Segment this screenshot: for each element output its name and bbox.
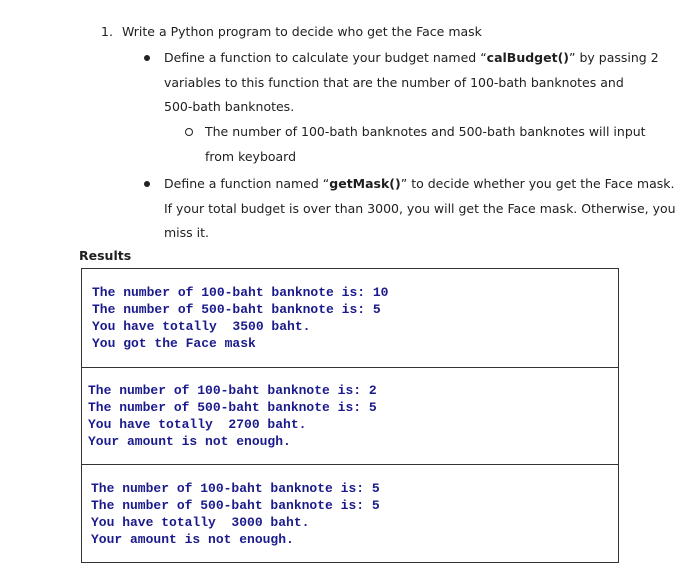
result-1-line-1: The number of 100-baht banknote is: 10 xyxy=(92,285,389,300)
bullet-1-text-post: ” by passing 2 xyxy=(569,50,659,65)
result-3-line-4: Your amount is not enough. xyxy=(91,532,294,547)
question-title: Write a Python program to decide who get the Face mask xyxy=(122,24,482,39)
bullet-1-line-1 xyxy=(164,50,659,66)
bullet-2-text-pre: Define a function named “ xyxy=(164,176,330,191)
bullet-1-dot xyxy=(144,55,150,61)
bullet-1-line-3: 500-bath banknotes. xyxy=(164,99,295,114)
result-1-line-4: You got the Face mask xyxy=(92,336,256,351)
sub-bullet-line-2: from keyboard xyxy=(205,149,297,164)
sub-bullet-line-1: The number of 100-bath banknotes and 500-bath banknotes will input xyxy=(205,124,646,139)
result-1-line-3: You have totally 3500 baht. xyxy=(92,319,311,334)
results-heading: Results xyxy=(79,248,132,263)
bullet-2-line-2: If your total budget is over than 3000, you will get the Face mask. Otherwise, you xyxy=(164,201,676,216)
result-3-line-1: The number of 100-baht banknote is: 5 xyxy=(91,481,380,496)
calbudget-function-name: calBudget() xyxy=(486,50,570,65)
result-3-line-3: You have totally 3000 baht. xyxy=(91,515,310,530)
result-box-2 xyxy=(81,367,619,465)
result-box-3 xyxy=(81,464,619,563)
result-3-line-2: The number of 500-baht banknote is: 5 xyxy=(91,498,380,513)
result-2-line-1: The number of 100-baht banknote is: 2 xyxy=(88,383,377,398)
bullet-2-dot xyxy=(144,181,150,187)
question-number: 1. xyxy=(101,24,113,39)
bullet-2-text-post: ” to decide whether you get the Face mask. xyxy=(400,176,675,191)
getmask-function-name: getMask() xyxy=(329,176,401,191)
result-2-line-4: Your amount is not enough. xyxy=(88,434,291,449)
sub-bullet-circle xyxy=(185,128,193,136)
bullet-2-line-3: miss it. xyxy=(164,225,209,240)
result-1-line-2: The number of 500-baht banknote is: 5 xyxy=(92,302,381,317)
result-2-line-3: You have totally 2700 baht. xyxy=(88,417,307,432)
result-box-1 xyxy=(81,268,619,368)
bullet-2-line-1 xyxy=(164,176,674,192)
bullet-1-text-pre: Define a function to calculate your budget named “ xyxy=(164,50,487,65)
result-2-line-2: The number of 500-baht banknote is: 5 xyxy=(88,400,377,415)
bullet-1-line-2: variables to this function that are the number of 100-bath banknotes and xyxy=(164,75,624,90)
